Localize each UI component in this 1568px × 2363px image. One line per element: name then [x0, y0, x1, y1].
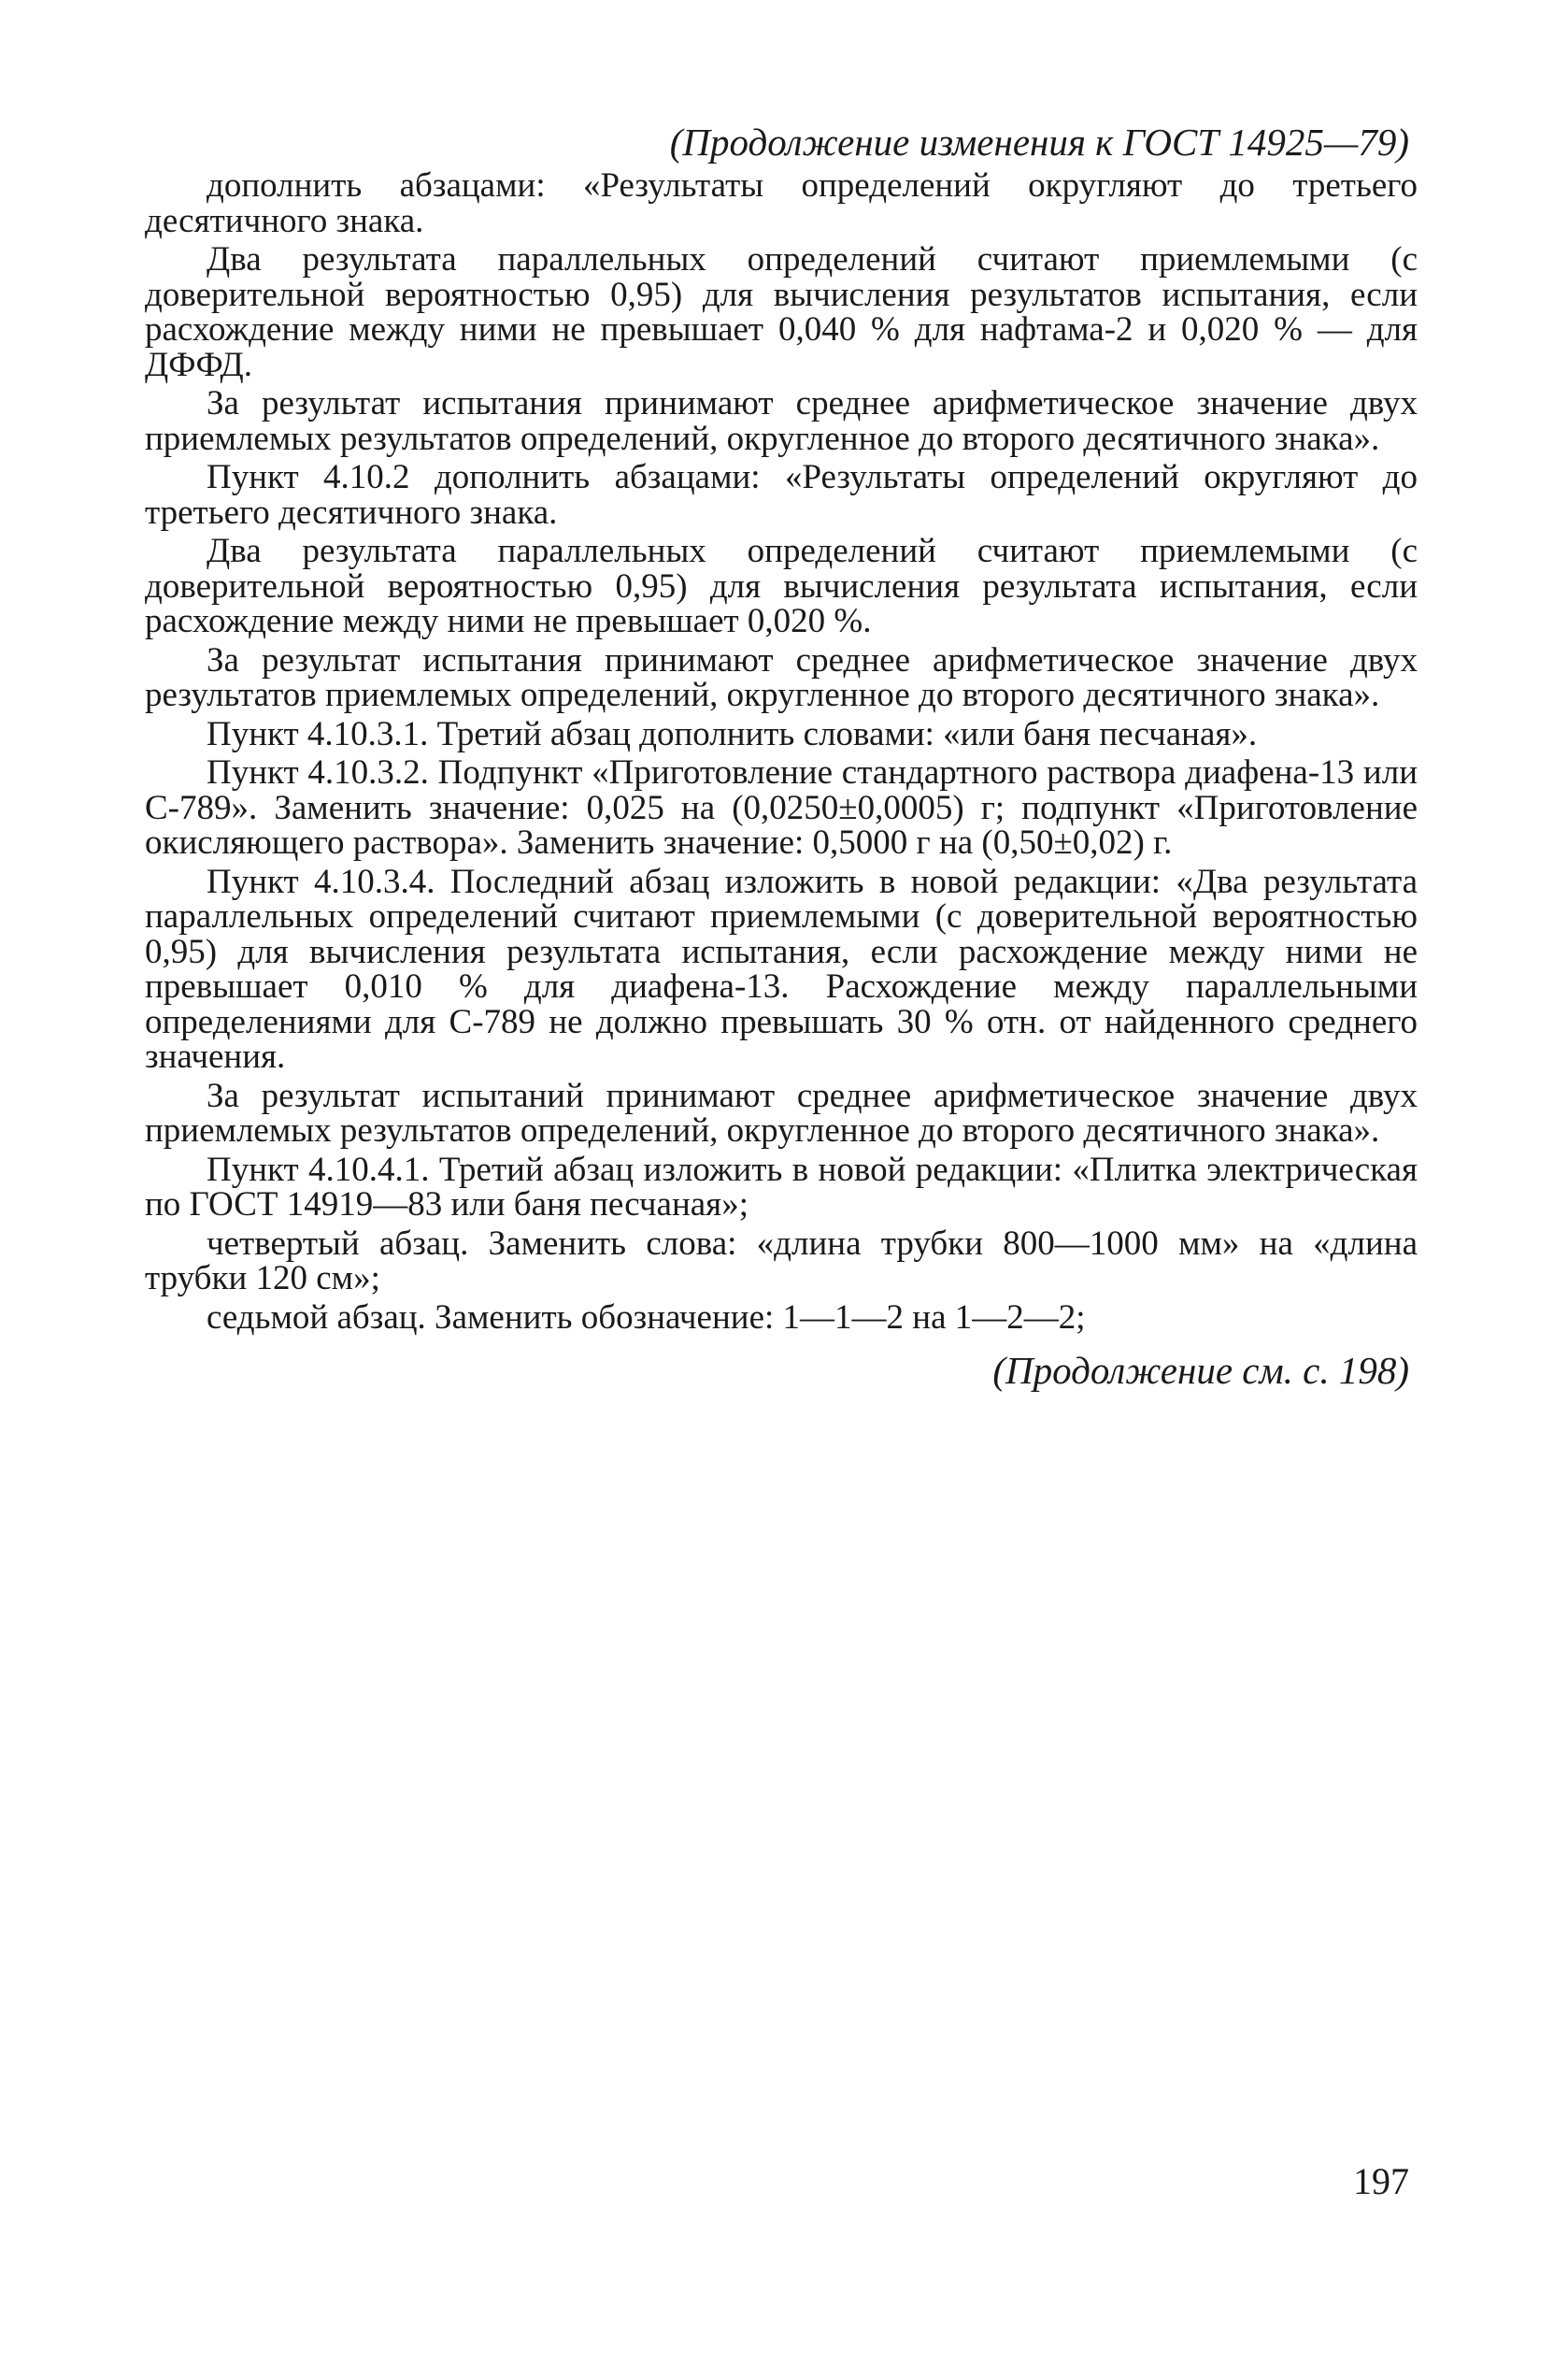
- continuation-header: (Продолжение изменения к ГОСТ 14925—79): [669, 121, 1409, 164]
- paragraph: Пункт 4.10.3.4. Последний абзац изложить в новой редакции: «Два результата параллельных определений считают приемлемыми (с доверительной вероятностью 0,95) для вычисления результата испытания, если расхождение между ними не превышает 0,010 % для диафена-13. Расхождение между параллельными определениями для С-789 не должно превышать 30 % отн. от найденного среднего значения.: [145, 862, 1418, 1076]
- paragraph: Пункт 4.10.3.1. Третий абзац дополнить словами: «или баня песчаная».: [207, 714, 1258, 753]
- paragraph: Пункт 4.10.2 дополнить абзацами: «Результаты определений округляют до третьего десятичного знака.: [145, 458, 1418, 532]
- paragraph: седьмой абзац. Заменить обозначение: 1—1—2 на 1—2—2;: [207, 1297, 1086, 1337]
- paragraph: За результат испытаний принимают среднее арифметическое значение двух приемлемых результатов определений, округленное до второго десятичного знака».: [145, 1076, 1418, 1150]
- paragraph: Два результата параллельных определений считают приемлемыми (с доверительной вероятностью 0,95) для вычисления результата испытания, если расхождение между ними не превышает 0,020 %.: [145, 532, 1418, 640]
- paragraph: Пункт 4.10.4.1. Третий абзац изложить в новой редакции: «Плитка электрическая по ГОСТ 14919—83 или баня песчаная»;: [145, 1150, 1418, 1224]
- page-number: 197: [1353, 2160, 1409, 2202]
- paragraph: Два результата параллельных определений считают приемлемыми (с доверительной вероятностью 0,95) для вычисления результатов испытания, если расхождение между ними не превышает 0,040 % для нафтама-2 и 0,020 % — для ДФФД.: [145, 240, 1418, 384]
- paragraph: дополнить абзацами: «Результаты определений округляют до третьего десятичного знака.: [145, 166, 1418, 240]
- paragraph: четвертый абзац. Заменить слова: «длина трубки 800—1000 мм» на «длина трубки 120 см»;: [145, 1224, 1418, 1297]
- paragraph: За результат испытания принимают среднее арифметическое значение двух приемлемых результатов определений, округленное до второго десятичного знака».: [145, 384, 1418, 458]
- paragraph: Пункт 4.10.3.2. Подпункт «Приготовление стандартного раствора диафена-13 или С-789». Заменить значение: 0,025 на (0,0250±0,0005) г; подпункт «Приготовление окисляющего раствора». Заменить значение: 0,5000 г на (0,50±0,02) г.: [145, 753, 1418, 862]
- paragraph: За результат испытания принимают среднее арифметическое значение двух результатов приемлемых определений, округленное до второго десятичного знака».: [145, 640, 1418, 714]
- continuation-note: (Продолжение см. с. 198): [992, 1349, 1409, 1392]
- document-body: [145, 168, 1418, 1339]
